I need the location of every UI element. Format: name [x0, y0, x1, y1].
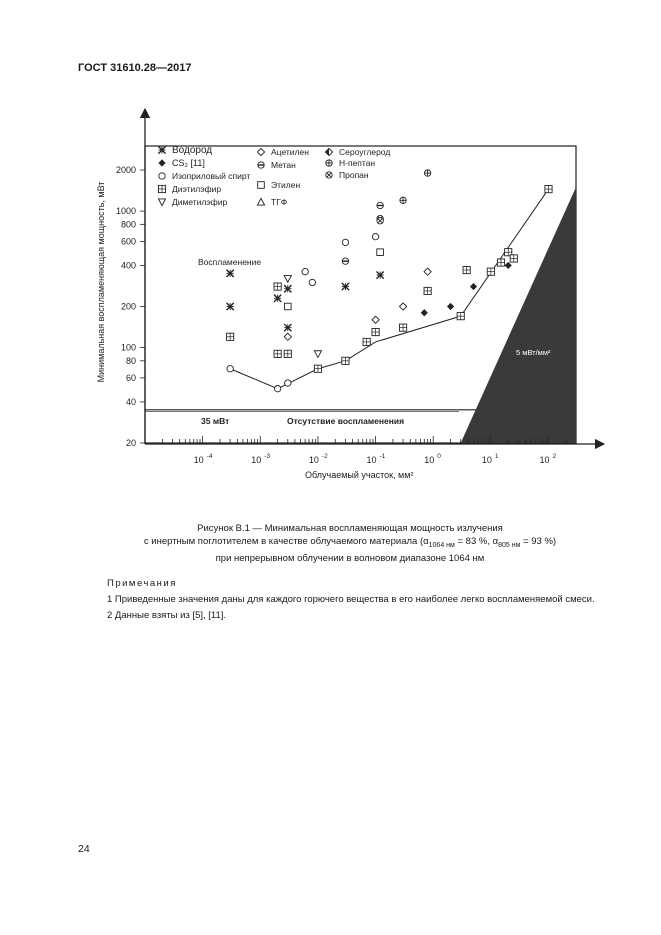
- point-xstar: [342, 283, 349, 290]
- legend-item: [158, 145, 212, 156]
- point-xstar: [284, 285, 291, 292]
- legend-item: [158, 197, 227, 207]
- x-tick-base: 10: [424, 455, 435, 465]
- y-tick-label: 20: [125, 438, 136, 448]
- point-circle: [159, 173, 165, 179]
- legend-item: [257, 147, 309, 157]
- x-tick-base: 10: [366, 455, 377, 465]
- point-circ_x: [377, 218, 383, 224]
- legend-label: ТГФ: [271, 197, 288, 207]
- x-tick-base: 10: [308, 455, 319, 465]
- note-2: 2 Данные взяты из [5], [11].: [107, 610, 227, 621]
- no-ignition-region-label: Отсутствие воспламенения: [287, 416, 405, 426]
- x-tick-label: [482, 453, 499, 465]
- x-tick-exponent: 1: [494, 453, 499, 460]
- y-tick-label: 200: [120, 301, 136, 312]
- point-diamond_fill: [470, 283, 477, 290]
- x-tick-exponent: 2: [552, 453, 557, 460]
- limit-35-label: 35 мВт: [201, 416, 230, 426]
- point-grid: [545, 185, 552, 192]
- point-diamond_fill: [505, 262, 512, 269]
- notes-title: Примечания: [107, 578, 177, 589]
- caption-line-3: при непрерывном облучении в волновом диапазоне 1064 нм: [215, 552, 485, 564]
- point-xstar: [377, 271, 384, 278]
- y-axis-title: Минимальная воспламеняющая мощность, мВт: [96, 181, 106, 383]
- point-circ_plus: [400, 197, 406, 203]
- x-tick-label: [367, 453, 386, 465]
- point-grid: [497, 259, 504, 266]
- legend-item: [159, 171, 251, 181]
- x-axis-title: Облучаемый участок, мм²: [305, 470, 414, 480]
- point-diamond: [372, 316, 379, 323]
- y-tick-label: 80: [125, 355, 136, 366]
- y-tick-label: 600: [120, 236, 136, 247]
- caption-line-1: Рисунок В.1 — Минимальная воспламеняющая мощность излучения: [197, 523, 503, 534]
- point-circ_x: [326, 172, 332, 178]
- page-number: 24: [78, 843, 90, 855]
- x-tick-exponent: 0: [437, 453, 441, 460]
- point-grid: [372, 328, 379, 335]
- legend-label: Водород: [172, 145, 213, 156]
- point-tri_down: [314, 351, 321, 358]
- point-diamond_fill: [421, 309, 428, 316]
- legend-label: Диметилэфир: [172, 197, 228, 207]
- y-tick-label: 2000: [115, 165, 136, 176]
- legend-item: [258, 180, 301, 190]
- x-tick-exponent: -1: [379, 453, 386, 460]
- x-tick-label: [194, 453, 213, 465]
- point-grid: [424, 287, 431, 294]
- figure-caption: [100, 522, 600, 565]
- point-half: [342, 258, 348, 264]
- point-grid: [274, 283, 281, 290]
- point-xstar: [284, 324, 291, 331]
- point-diamond: [257, 148, 264, 155]
- y-tick-label: 800: [120, 219, 136, 230]
- point-grid: [158, 185, 165, 192]
- x-tick-base: 10: [539, 455, 550, 465]
- legend-label: Метан: [271, 160, 296, 170]
- x-tick-base: 10: [193, 455, 204, 465]
- point-circle: [372, 233, 378, 239]
- point-half: [377, 202, 383, 208]
- point-grid: [227, 333, 234, 340]
- x-tick-label: [539, 453, 556, 465]
- legend-item: [257, 197, 287, 207]
- point-square: [377, 249, 384, 256]
- document-header: ГОСТ 31610.28—2017: [78, 62, 192, 74]
- point-circle: [285, 380, 291, 386]
- y-tick-label: 100: [120, 342, 136, 353]
- point-xstar: [274, 295, 281, 302]
- density-limit-label: 5 мВт/мм²: [516, 348, 551, 357]
- point-square: [258, 182, 265, 189]
- x-tick-label: [309, 453, 328, 465]
- x-tick-label: [424, 453, 441, 465]
- point-circle: [342, 239, 348, 245]
- point-grid: [342, 357, 349, 364]
- point-diamond: [284, 333, 291, 340]
- x-tick-base: 10: [251, 455, 262, 465]
- point-xstar: [158, 146, 165, 153]
- point-xstar: [227, 270, 234, 277]
- point-grid: [457, 313, 464, 320]
- region-layer: [461, 187, 576, 443]
- legend-label: Сероуглерод: [339, 147, 391, 157]
- y-tick-label: 400: [120, 260, 136, 271]
- legend-label: CS₂ [11]: [172, 158, 205, 168]
- ignition-region-label: Воспламенение: [198, 257, 262, 267]
- point-diamond_half: [325, 148, 332, 155]
- legend-item: [326, 158, 376, 168]
- point-circle: [302, 268, 308, 274]
- legend-item: [326, 170, 369, 180]
- point-xstar: [227, 303, 234, 310]
- caption-line-2: с инертным поглотителем в качестве облучаемого материала ($\alpha_{1064 нм} = 83$ %, $\alpha_{805 нм} = 93$ %): [143, 536, 557, 549]
- legend-label: Н-пептан: [339, 158, 376, 168]
- point-grid: [463, 266, 470, 273]
- legend-label: Ацетилен: [271, 147, 309, 157]
- point-circ_plus: [326, 160, 332, 166]
- point-grid: [284, 350, 291, 357]
- legend-item: [258, 160, 296, 170]
- point-triangle: [257, 198, 264, 205]
- y-tick-label: 40: [125, 396, 136, 407]
- note-1: 1 Приведенные значения даны для каждого горючего вещества в его наиболее легко воспламеняемой смеси.: [107, 594, 595, 605]
- point-tri_down: [158, 199, 165, 206]
- x-tick-label: [251, 453, 270, 465]
- point-grid: [314, 365, 321, 372]
- point-grid: [510, 255, 517, 262]
- x-tick-base: 10: [481, 455, 492, 465]
- point-diamond_fill: [447, 303, 454, 310]
- point-half: [258, 162, 264, 168]
- x-tick-exponent: -3: [264, 453, 271, 460]
- point-circ_plus: [424, 170, 430, 176]
- point-diamond: [399, 303, 406, 310]
- legend-item: [158, 184, 221, 194]
- legend-label: Этилен: [271, 180, 301, 190]
- point-circle: [309, 279, 315, 285]
- point-grid: [399, 324, 406, 331]
- legend-label: Пропан: [339, 170, 369, 180]
- y-tick-label: 60: [125, 372, 136, 383]
- point-grid: [363, 338, 370, 345]
- legend-item: [158, 158, 204, 168]
- legend-label: Диэтилэфир: [172, 184, 222, 194]
- point-grid: [274, 350, 281, 357]
- point-diamond: [424, 268, 431, 275]
- point-grid: [487, 268, 494, 275]
- x-tick-exponent: -2: [321, 453, 328, 460]
- point-diamond_fill: [158, 159, 165, 166]
- x-tick-exponent: -4: [206, 453, 213, 460]
- chart-legend: [158, 145, 390, 207]
- point-circle: [227, 366, 233, 372]
- point-circle: [274, 385, 280, 391]
- legend-label: Изоприловый спирт: [172, 171, 251, 181]
- point-square: [284, 303, 291, 310]
- y-tick-label: 1000: [115, 206, 136, 217]
- point-tri_down: [284, 276, 291, 283]
- legend-item: [325, 147, 390, 157]
